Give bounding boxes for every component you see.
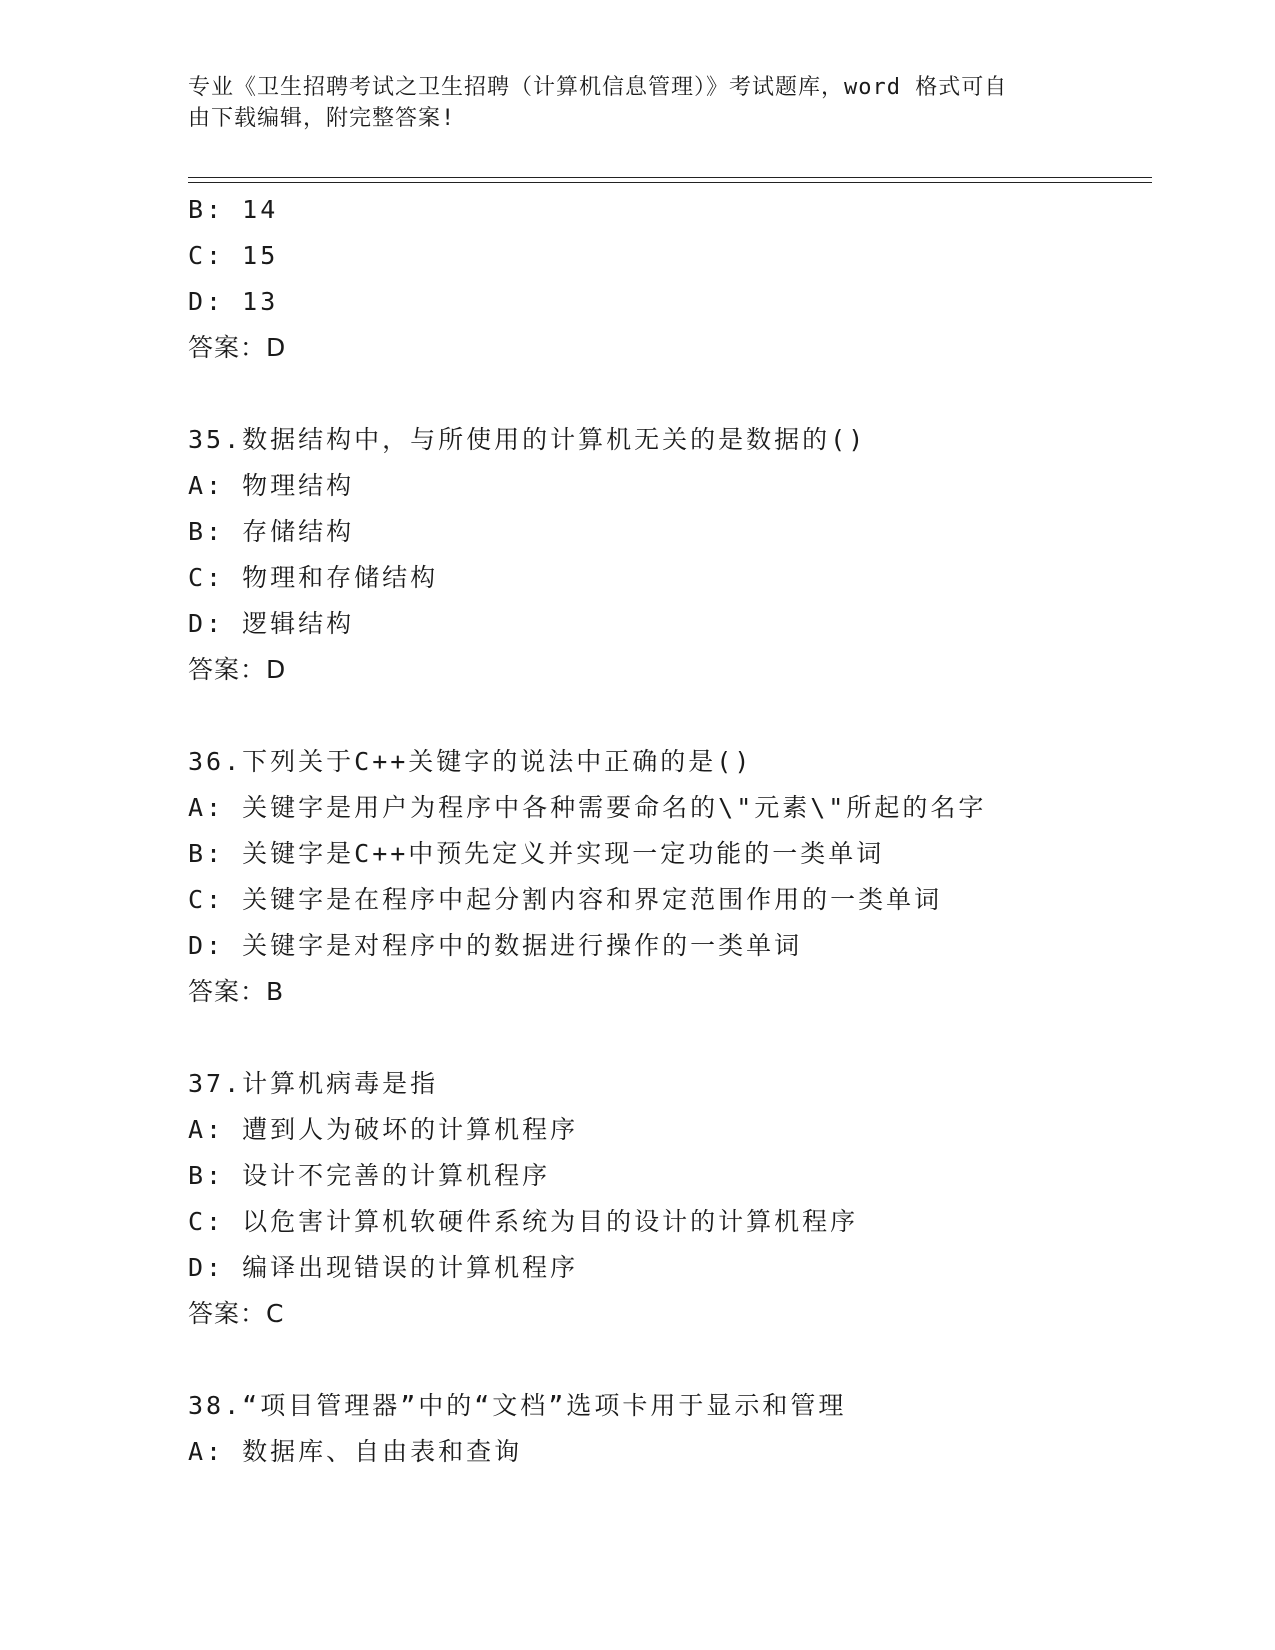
- answer: 答案：B: [188, 977, 285, 1006]
- question-stem: 36.下列关于C++关键字的说法中正确的是(): [188, 747, 753, 776]
- option-b: B: 存储结构: [188, 517, 355, 546]
- question-38: [188, 1383, 1148, 1475]
- question-37: [188, 1061, 1148, 1337]
- option-c: C: 15: [188, 241, 279, 270]
- option-a: A: 遭到人为破坏的计算机程序: [188, 1115, 579, 1144]
- header-divider-bottom: [188, 182, 1152, 183]
- option-c: C: 关键字是在程序中起分割内容和界定范围作用的一类单词: [188, 885, 943, 914]
- question-35: [188, 417, 1148, 693]
- option-a: A: 关键字是用户为程序中各种需要命名的\"元素\"所起的名字: [188, 793, 987, 822]
- spacer: [188, 1337, 1148, 1383]
- header-line-2: 由下载编辑，附完整答案!: [188, 106, 456, 131]
- option-b: B: 14: [188, 195, 279, 224]
- question-stem: 38.“项目管理器”中的“文档”选项卡用于显示和管理: [188, 1391, 847, 1420]
- header-line-1: 专业《卫生招聘考试之卫生招聘（计算机信息管理）》考试题库，word 格式可自: [188, 75, 1008, 100]
- document-header: [188, 72, 1068, 134]
- answer: 答案：D: [188, 333, 287, 362]
- header-divider-top: [188, 177, 1152, 178]
- option-a: A: 物理结构: [188, 471, 355, 500]
- question-stem: 37.计算机病毒是指: [188, 1069, 439, 1098]
- answer: 答案：C: [188, 1299, 285, 1328]
- option-d: D: 关键字是对程序中的数据进行操作的一类单词: [188, 931, 803, 960]
- option-b: B: 设计不完善的计算机程序: [188, 1161, 551, 1190]
- option-d: D: 编译出现错误的计算机程序: [188, 1253, 579, 1282]
- option-d: D: 逻辑结构: [188, 609, 355, 638]
- spacer: [188, 693, 1148, 739]
- option-a: A: 数据库、自由表和查询: [188, 1437, 523, 1466]
- option-c: C: 物理和存储结构: [188, 563, 439, 592]
- question-36: [188, 739, 1148, 1015]
- spacer: [188, 1015, 1148, 1061]
- option-d: D: 13: [188, 287, 279, 316]
- answer: 答案：D: [188, 655, 287, 684]
- option-b: B: 关键字是C++中预先定义并实现一定功能的一类单词: [188, 839, 885, 868]
- question-34: [188, 187, 1148, 371]
- option-c: C: 以危害计算机软硬件系统为目的设计的计算机程序: [188, 1207, 859, 1236]
- spacer: [188, 371, 1148, 417]
- question-stem: 35.数据结构中，与所使用的计算机无关的是数据的(): [188, 425, 867, 454]
- question-list: [188, 187, 1148, 1475]
